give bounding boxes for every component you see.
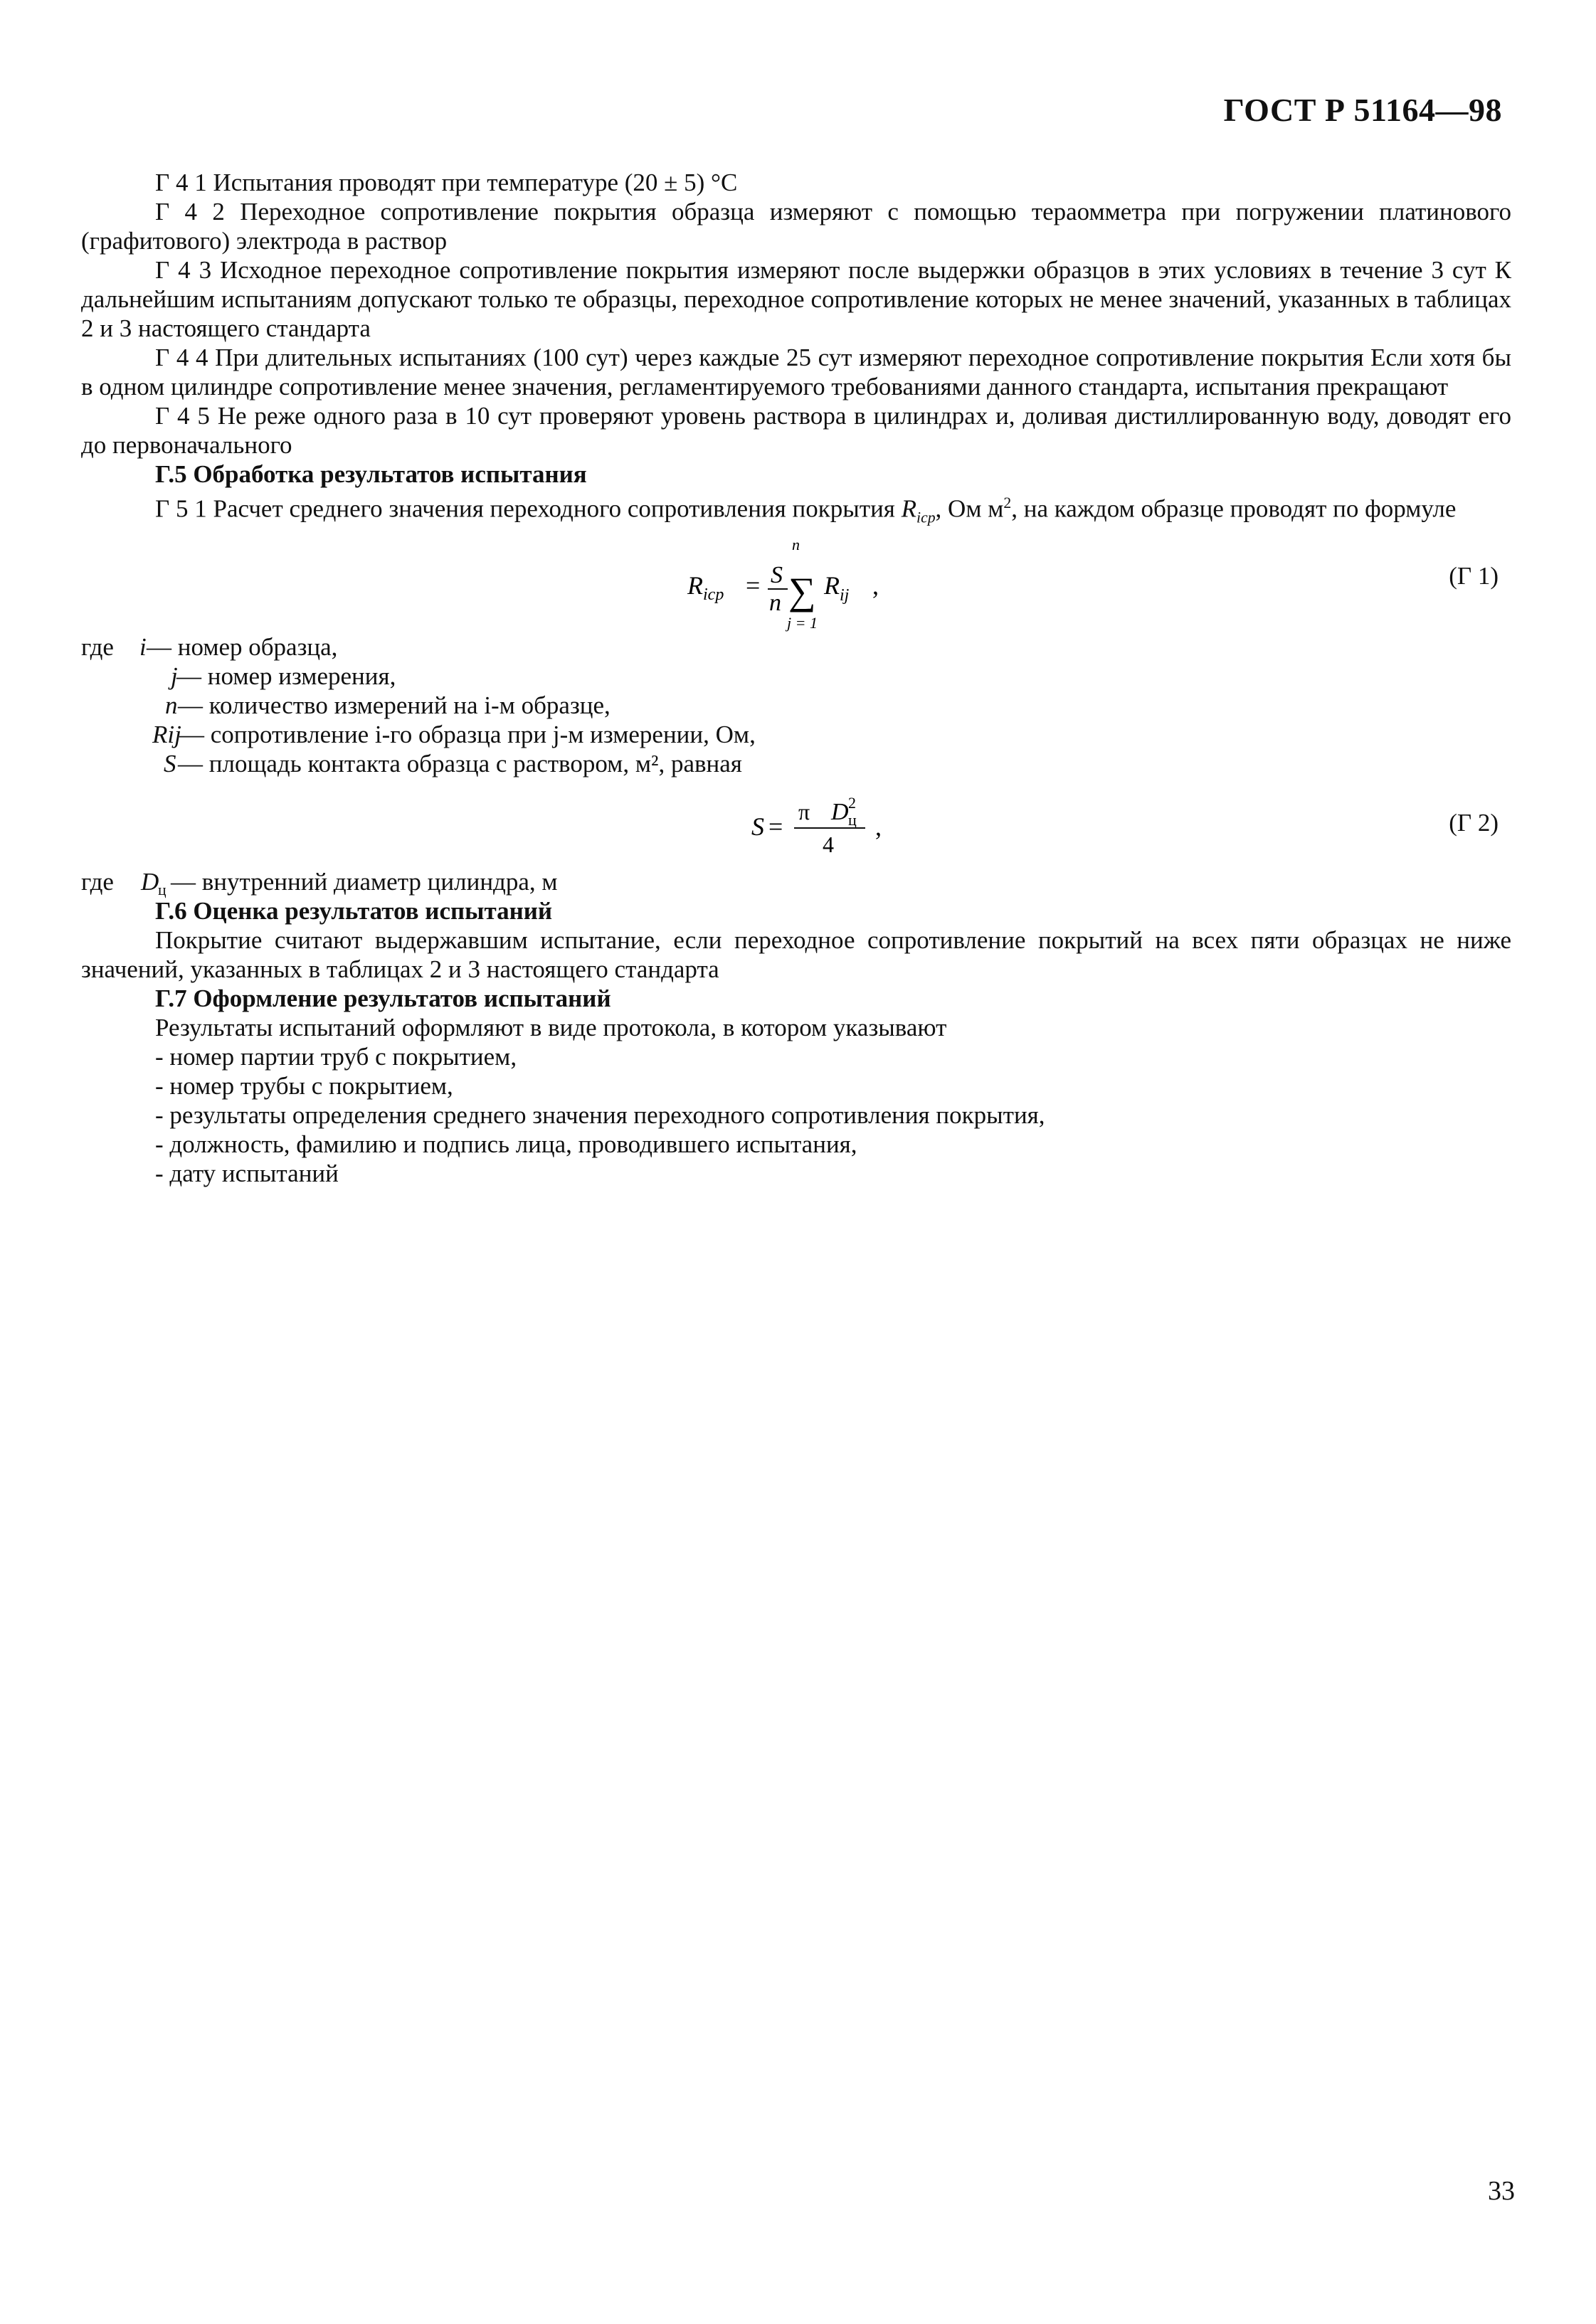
formula-g2-den: 4 bbox=[823, 831, 834, 857]
paragraph-g6: Покрытие считают выдержавшим испытание, если переходное сопротивление покрытий на всех пяти образцах не ниже значений, указанных в таблицах 2 и 3 настоящего стандарта bbox=[81, 925, 1511, 983]
formula-g2-comma: , bbox=[875, 812, 882, 841]
formula-g1-comma: , bbox=[872, 571, 879, 600]
paragraph-g7-intro: Результаты испытаний оформляют в виде протокола, в котором указывают bbox=[155, 1013, 947, 1041]
formula-g1-graphic bbox=[622, 533, 1476, 632]
formula-g1-term-sub: ij bbox=[840, 585, 850, 605]
formula-g1-legend bbox=[81, 632, 1511, 778]
paragraph-g42: Г 4 2 Переходное сопротивление покрытия образца измеряют с помощью тераомметра при погружении платинового (графитового) электрода в раствор bbox=[81, 198, 1511, 255]
list-item: - результаты определения среднего значения переходного сопротивления покрытия, bbox=[155, 1100, 1045, 1129]
paragraph-g43: Г 4 3 Исходное переходное сопротивление покрытия измеряют после выдержки образцов в этих условиях в течение 3 сут К дальнейшим испытаниям допускают только те образцы, переходное сопротивление которых не менее значений, указанных в таблицах 2 и 3 настоящего стандарта bbox=[81, 256, 1511, 342]
section-heading-g7: Г.7 Оформление результатов испытаний bbox=[155, 984, 611, 1012]
formula-g2-d-sup: 2 bbox=[848, 793, 856, 812]
paragraph-g44: Г 4 4 При длительных испытаниях (100 сут) через каждые 25 сут измеряют переходное сопротивление покрытия Если хотя бы в одном цилиндре сопротивление менее значения, регламентируемого требованиями данного стандарта, испытания прекращают bbox=[81, 344, 1511, 400]
list-item: - номер партии труб с покрытием, bbox=[155, 1042, 517, 1071]
formula-g1-sum-bottom: j = 1 bbox=[787, 613, 818, 632]
paragraph-g51: Г 5 1 Расчет среднего значения переходного сопротивления покрытия $R_{iср}$, Ом $м^2$, на каждом образце проводят по формуле bbox=[155, 494, 1457, 526]
formula-g1-number: (Г 1) bbox=[1449, 561, 1499, 590]
formula-g2-number: (Г 2) bbox=[1449, 808, 1499, 837]
legend-row-i: где i — номер образца, bbox=[81, 632, 338, 661]
formula-g1-equals: = bbox=[746, 571, 761, 600]
list-item: - должность, фамилию и подпись лица, проводившего испытания, bbox=[155, 1130, 857, 1158]
document-body bbox=[81, 168, 1511, 1188]
formula-g1-lhs: R bbox=[687, 571, 703, 600]
formula-g1-sum-top: n bbox=[792, 535, 800, 553]
formula-g2 bbox=[81, 778, 1511, 867]
formula-g1-n: n bbox=[769, 589, 781, 616]
legend-row-s: S — площадь контакта образца с раствором, м², равная bbox=[164, 749, 742, 778]
paragraph-g41: Г 4 1 Испытания проводят при температуре (20 ± 5) °С bbox=[155, 169, 738, 196]
formula-g1-lhs-sub: iср bbox=[703, 585, 724, 604]
formula-g1-s: S bbox=[771, 561, 783, 588]
list-item: - номер трубы с покрытием, bbox=[155, 1071, 453, 1100]
legend-row-n: n — количество измерений на i-м образце, bbox=[165, 691, 611, 719]
section-heading-g6: Г.6 Оценка результатов испытаний bbox=[155, 896, 553, 925]
formula-g2-lhs: S bbox=[751, 812, 764, 841]
legend-row-rij: Rij — сопротивление i-го образца при j-м измерении, Ом, bbox=[152, 720, 756, 748]
formula-g1 bbox=[81, 533, 1511, 632]
document-header: ГОСТ Р 51164—98 bbox=[1223, 92, 1502, 128]
formula-g2-d: D bbox=[831, 798, 849, 825]
symbol-r: R bbox=[901, 494, 917, 523]
legend-row-d: где D ц — внутренний диаметр цилиндра, м bbox=[81, 867, 558, 898]
formula-g2-d-sub: ц bbox=[848, 810, 857, 829]
list-item: - дату испытаний bbox=[155, 1159, 339, 1187]
formula-g2-pi: π bbox=[798, 798, 810, 824]
formula-g2-equals: = bbox=[768, 812, 783, 841]
paragraph-g45: Г 4 5 Не реже одного раза в 10 сут проверяют уровень раствора в цилиндрах и, доливая дистиллированную воду, доводят его до первоначального bbox=[81, 402, 1511, 459]
section-heading-g5: Г.5 Обработка результатов испытания bbox=[155, 460, 587, 488]
page-number: 33 bbox=[1488, 2176, 1515, 2206]
formula-g1-sigma: ∑ bbox=[788, 569, 816, 612]
formula-g2-graphic bbox=[665, 778, 1518, 867]
formula-g1-term: R bbox=[824, 571, 840, 600]
legend-row-j: j — номер измерения, bbox=[171, 662, 396, 690]
